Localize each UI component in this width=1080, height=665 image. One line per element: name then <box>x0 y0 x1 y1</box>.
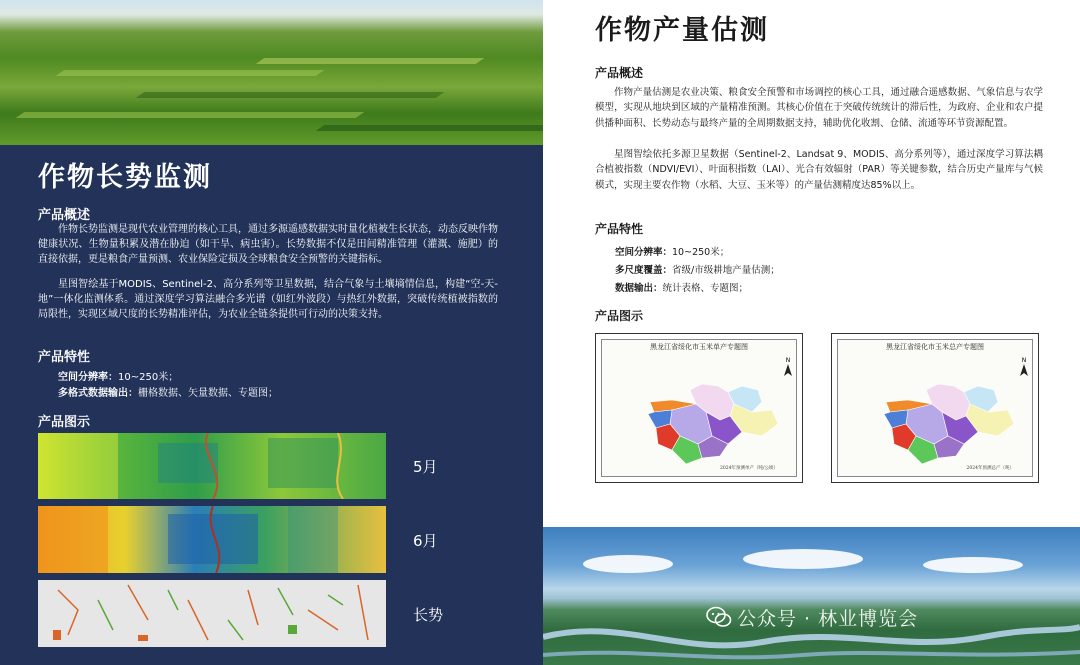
map-title: 黑龙江省绥化市玉米总产专题图 <box>886 343 984 351</box>
figure-label-trend: 长势 <box>413 606 444 624</box>
suihua-map <box>838 340 1034 478</box>
growth-map-june <box>38 506 386 573</box>
page-title-growth-monitoring: 作物长势监测 <box>38 162 212 193</box>
north-arrow-icon <box>784 364 792 376</box>
map-card-unit-yield <box>595 333 803 483</box>
feature-item <box>615 262 780 276</box>
feature-value: 统计表格、专题图； <box>662 283 749 294</box>
feature-label: 空间分辨率： <box>615 247 673 258</box>
feature-value: 省级/市级耕地产量估测； <box>672 265 780 276</box>
feature-value: 10~250米； <box>672 247 730 258</box>
feature-label: 多格式数据输出： <box>58 388 138 399</box>
features-heading: 产品特性 <box>595 222 644 236</box>
feature-label: 多尺度覆盖： <box>615 265 673 276</box>
figure-label-may: 5月 <box>413 458 438 476</box>
river-landscape-photo <box>543 527 1080 665</box>
map-caption: 2024年预测单产（吨/公顷） <box>720 466 778 471</box>
watermark-text: 公众号 · 林业博览会 <box>737 608 919 630</box>
feature-item <box>58 384 278 399</box>
farmland-photo <box>0 0 543 145</box>
figures-heading: 产品图示 <box>38 415 91 430</box>
overview-paragraph-2: 星图智绘依托多源卫星数据（Sentinel-2、Landsat 9、MODIS、高分系列等），通过深度学习算法耦合植被指数（NDVI/EVI）、叶面积指数（LAI）、光合有效辐射（PAR）等关键参数，结合历史产量库与气候模式，实现主要农作物（水稻、大豆、玉米等）的产量估测精度达85%以上。 <box>595 149 1043 191</box>
overview-paragraph-2: 星图智绘基于MODIS、Sentinel-2、高分系列等卫星数据，结合气象与土壤墒情信息，构建“空-天-地”一体化监测体系。通过深度学习算法融合多光谱（如红外波段）与热红外数据，突破传统植被指数的局限性，实现区域尺度的长势精准评估，为农业全链条提供可行动的决策支持。 <box>38 279 498 321</box>
feature-value: 10~250米； <box>118 372 179 383</box>
feature-item <box>615 280 748 294</box>
feature-item <box>58 368 178 383</box>
feature-label: 数据输出： <box>615 283 663 294</box>
feature-label: 空间分辨率： <box>58 372 118 383</box>
map-card-total-yield <box>831 333 1039 483</box>
north-arrow-icon <box>1020 364 1028 376</box>
figure-label-june: 6月 <box>413 532 438 550</box>
map-title: 黑龙江省绥化市玉米单产专题图 <box>650 343 748 351</box>
features-heading: 产品特性 <box>38 350 91 365</box>
figures-heading: 产品图示 <box>595 309 644 323</box>
growth-trend-map <box>38 580 386 647</box>
wechat-icon <box>706 606 732 628</box>
feature-value: 栅格数据、矢量数据、专题图； <box>138 388 278 399</box>
overview-paragraph-1: 作物产量估测是农业决策、粮食安全预警和市场调控的核心工具，通过融合遥感数据、气象信息与农学模型，实现从地块到区域的产量精准预测。其核心价值在于突破传统统计的滞后性，为政府、企业和农户提供播种面积、长势动态与最终产量的全周期数据支持，辅助优化收割、仓储、流通等环节资源配置。 <box>595 87 1043 129</box>
map-frame <box>601 339 797 477</box>
suihua-map <box>602 340 798 478</box>
overview-heading: 产品概述 <box>38 208 91 223</box>
overview-paragraph-1: 作物长势监测是现代农业管理的核心工具，通过多源遥感数据实时量化植被生长状态，动态反映作物健康状况、生物量积累及潜在胁迫（如干旱、病虫害）。长势数据不仅是田间精准管理（灌溉、施肥）的直接依据，更是粮食产量预测、农业保险定损及全球粮食安全预警的关键指标。 <box>38 224 498 266</box>
map-frame <box>837 339 1033 477</box>
growth-map-may <box>38 433 386 499</box>
page-title-yield-estimation: 作物产量估测 <box>595 15 769 46</box>
map-caption: 2024年预测总产（吨） <box>966 466 1014 471</box>
north-arrow-label: N <box>1021 357 1027 364</box>
feature-item <box>615 244 729 258</box>
overview-heading: 产品概述 <box>595 66 644 80</box>
north-arrow-label: N <box>785 357 791 364</box>
